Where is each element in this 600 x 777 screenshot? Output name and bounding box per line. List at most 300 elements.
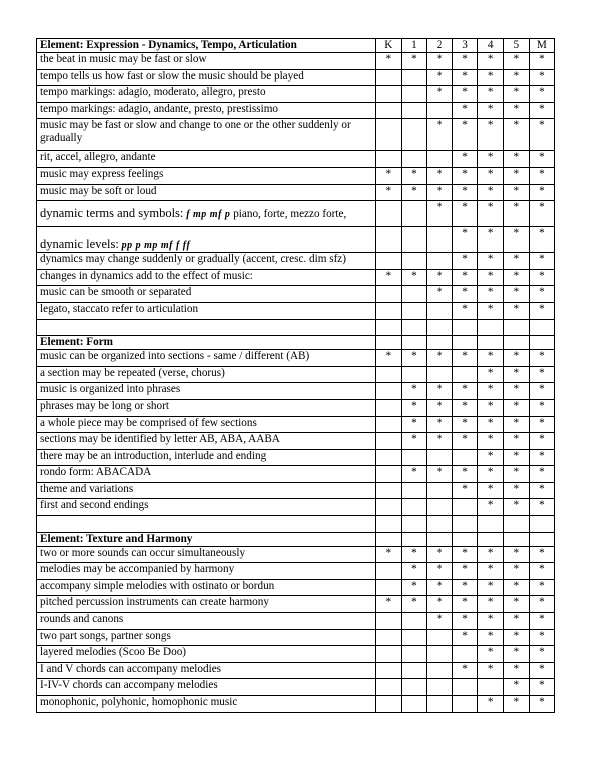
section-heading-row	[37, 532, 555, 546]
grade-mark	[376, 662, 402, 679]
grade-mark	[376, 416, 402, 433]
grade-mark	[503, 336, 529, 350]
grade-mark	[478, 336, 504, 350]
grade-header: 2	[427, 39, 453, 53]
table-row	[37, 433, 555, 450]
grade-mark	[376, 563, 402, 580]
grade-mark: *	[478, 596, 504, 613]
grade-mark: *	[376, 184, 402, 201]
grade-header: 4	[478, 39, 504, 53]
grade-mark: *	[503, 579, 529, 596]
grade-mark	[452, 646, 478, 663]
grade-mark: *	[478, 53, 504, 70]
grade-mark: *	[452, 466, 478, 483]
grade-mark: *	[376, 167, 402, 184]
row-description: melodies may be accompanied by harmony	[37, 563, 376, 580]
grade-mark: *	[478, 416, 504, 433]
grade-mark	[376, 466, 402, 483]
grade-mark: *	[503, 563, 529, 580]
grade-mark	[427, 482, 453, 499]
grade-mark: *	[503, 646, 529, 663]
table-row	[37, 563, 555, 580]
grade-mark: *	[452, 69, 478, 86]
grade-mark: *	[376, 269, 402, 286]
grade-mark: *	[503, 151, 529, 168]
table-row	[37, 516, 555, 533]
row-description: two part songs, partner songs	[37, 629, 376, 646]
row-description: music can be smooth or separated	[37, 286, 376, 303]
grade-mark: *	[478, 184, 504, 201]
dynamic-symbols: pp p mp mf f ff	[121, 240, 191, 252]
grade-mark: *	[401, 596, 427, 613]
grade-mark: *	[529, 662, 555, 679]
grade-mark: *	[427, 184, 453, 201]
grade-mark: *	[427, 433, 453, 450]
row-description	[37, 516, 376, 533]
row-description: the beat in music may be fast or slow	[37, 53, 376, 70]
row-description: I and V chords can accompany melodies	[37, 662, 376, 679]
grade-mark: *	[529, 69, 555, 86]
grade-mark: *	[529, 629, 555, 646]
grade-mark: *	[452, 383, 478, 400]
table-row	[37, 227, 555, 253]
grade-mark: *	[452, 201, 478, 227]
table-row	[37, 253, 555, 270]
table-row	[37, 466, 555, 483]
row-description: first and second endings	[37, 499, 376, 516]
grade-mark	[401, 662, 427, 679]
grade-mark: *	[427, 269, 453, 286]
grade-mark: *	[427, 286, 453, 303]
table-row	[37, 416, 555, 433]
grade-mark	[427, 336, 453, 350]
grade-mark	[401, 151, 427, 168]
grade-mark: *	[529, 596, 555, 613]
row-description: phrases may be long or short	[37, 399, 376, 416]
table-row	[37, 151, 555, 168]
table-row	[37, 102, 555, 119]
grade-mark	[427, 366, 453, 383]
table-row	[37, 86, 555, 103]
row-description: music can be organized into sections - same / different (AB)	[37, 350, 376, 367]
grade-mark	[427, 449, 453, 466]
grade-mark	[376, 516, 402, 533]
grade-mark: *	[478, 433, 504, 450]
table-row	[37, 399, 555, 416]
grade-mark: *	[503, 416, 529, 433]
row-description: layered melodies (Scoo Be Doo)	[37, 646, 376, 663]
grade-mark: *	[401, 184, 427, 201]
grade-header: K	[376, 39, 402, 53]
grade-mark	[376, 319, 402, 336]
grade-mark: *	[529, 151, 555, 168]
grade-mark: *	[529, 119, 555, 151]
section-heading: Element: Texture and Harmony	[37, 532, 376, 546]
row-description: tempo tells us how fast or slow the music should be played	[37, 69, 376, 86]
table-row	[37, 613, 555, 630]
grade-mark: *	[529, 53, 555, 70]
grade-mark	[401, 336, 427, 350]
section-heading: Element: Form	[37, 336, 376, 350]
grade-mark: *	[427, 416, 453, 433]
grade-mark	[401, 499, 427, 516]
curriculum-table-body	[37, 39, 555, 713]
grade-mark: *	[452, 482, 478, 499]
grade-mark	[376, 532, 402, 546]
grade-mark: *	[503, 546, 529, 563]
grade-mark: *	[452, 613, 478, 630]
grade-mark	[401, 532, 427, 546]
grade-mark: *	[478, 546, 504, 563]
grade-mark: *	[529, 350, 555, 367]
grade-mark: *	[427, 119, 453, 151]
grade-mark: *	[529, 286, 555, 303]
grade-mark	[452, 366, 478, 383]
grade-mark: *	[478, 499, 504, 516]
grade-mark	[401, 69, 427, 86]
grade-mark	[427, 499, 453, 516]
grade-mark: *	[529, 366, 555, 383]
grade-mark: *	[478, 302, 504, 319]
row-description: tempo markings: adagio, moderato, allegro, presto	[37, 86, 376, 103]
grade-mark: *	[529, 466, 555, 483]
grade-mark: *	[401, 350, 427, 367]
grade-mark: *	[503, 167, 529, 184]
grade-mark: *	[427, 53, 453, 70]
grade-mark: *	[503, 433, 529, 450]
grade-mark: *	[452, 433, 478, 450]
grade-mark	[401, 646, 427, 663]
grade-mark	[376, 366, 402, 383]
grade-mark: *	[503, 499, 529, 516]
grade-mark: *	[529, 227, 555, 253]
grade-mark: *	[478, 662, 504, 679]
grade-mark	[376, 336, 402, 350]
grade-mark	[478, 679, 504, 696]
grade-mark: *	[452, 227, 478, 253]
row-description: a whole piece may be comprised of few sections	[37, 416, 376, 433]
row-description-label: dynamic levels:	[40, 237, 119, 252]
grade-mark: *	[452, 629, 478, 646]
grade-mark	[376, 629, 402, 646]
grade-mark	[401, 679, 427, 696]
section-heading-row	[37, 336, 555, 350]
grade-mark: *	[478, 227, 504, 253]
grade-mark: *	[529, 302, 555, 319]
grade-mark: *	[478, 102, 504, 119]
grade-mark: *	[503, 350, 529, 367]
grade-mark	[376, 201, 402, 227]
grade-mark	[427, 532, 453, 546]
grade-mark	[401, 119, 427, 151]
grade-mark	[376, 613, 402, 630]
row-description-suffix: piano, forte, mezzo forte,	[230, 207, 347, 220]
grade-mark	[529, 336, 555, 350]
grade-mark: *	[452, 546, 478, 563]
grade-mark: *	[478, 466, 504, 483]
grade-mark	[401, 613, 427, 630]
grade-mark	[427, 227, 453, 253]
grade-mark	[452, 532, 478, 546]
grade-mark	[401, 102, 427, 119]
row-description: accompany simple melodies with ostinato or bordun	[37, 579, 376, 596]
row-description: legato, staccato refer to articulation	[37, 302, 376, 319]
grade-mark	[376, 119, 402, 151]
grade-mark: *	[427, 563, 453, 580]
grade-mark: *	[452, 167, 478, 184]
grade-mark	[427, 516, 453, 533]
grade-header: 3	[452, 39, 478, 53]
grade-mark	[478, 516, 504, 533]
grade-mark: *	[452, 416, 478, 433]
grade-mark: *	[503, 253, 529, 270]
grade-mark: *	[376, 546, 402, 563]
table-row	[37, 662, 555, 679]
grade-mark	[376, 253, 402, 270]
row-description	[37, 201, 376, 227]
grade-mark: *	[503, 466, 529, 483]
grade-mark	[401, 227, 427, 253]
grade-mark	[401, 302, 427, 319]
row-description	[37, 227, 376, 253]
grade-mark: *	[452, 596, 478, 613]
grade-mark: *	[478, 201, 504, 227]
grade-mark	[427, 696, 453, 713]
row-description	[37, 319, 376, 336]
grade-mark: *	[478, 482, 504, 499]
table-row	[37, 350, 555, 367]
grade-mark: *	[427, 201, 453, 227]
grade-mark: *	[503, 269, 529, 286]
table-row	[37, 646, 555, 663]
grade-mark: *	[529, 433, 555, 450]
grade-mark	[427, 102, 453, 119]
grade-mark: *	[478, 579, 504, 596]
grade-mark: *	[452, 662, 478, 679]
grade-mark	[401, 696, 427, 713]
grade-mark: *	[529, 416, 555, 433]
table-row	[37, 546, 555, 563]
grade-mark: *	[503, 679, 529, 696]
grade-mark	[452, 696, 478, 713]
table-row	[37, 302, 555, 319]
grade-header: 5	[503, 39, 529, 53]
grade-mark: *	[452, 119, 478, 151]
grade-mark	[376, 679, 402, 696]
table-row	[37, 679, 555, 696]
grade-mark: *	[529, 86, 555, 103]
table-row	[37, 579, 555, 596]
table-row	[37, 167, 555, 184]
grade-mark: *	[478, 167, 504, 184]
grade-mark	[478, 532, 504, 546]
grade-mark	[529, 319, 555, 336]
grade-mark: *	[478, 449, 504, 466]
grade-mark: *	[401, 399, 427, 416]
table-row	[37, 696, 555, 713]
row-description: music is organized into phrases	[37, 383, 376, 400]
grade-mark: *	[452, 399, 478, 416]
grade-mark	[503, 532, 529, 546]
table-row	[37, 482, 555, 499]
grade-mark	[376, 302, 402, 319]
grade-mark: *	[478, 383, 504, 400]
grade-mark: *	[503, 286, 529, 303]
grade-mark	[401, 201, 427, 227]
grade-mark	[427, 646, 453, 663]
grade-mark: *	[478, 350, 504, 367]
table-row	[37, 269, 555, 286]
grade-mark: *	[503, 184, 529, 201]
row-description: music may be soft or loud	[37, 184, 376, 201]
grade-mark: *	[503, 613, 529, 630]
grade-mark: *	[452, 184, 478, 201]
grade-mark	[401, 366, 427, 383]
grade-mark: *	[503, 696, 529, 713]
row-description-label: dynamic terms and symbols:	[40, 205, 184, 220]
row-description: there may be an introduction, interlude and ending	[37, 449, 376, 466]
grade-mark	[376, 227, 402, 253]
grade-mark: *	[401, 167, 427, 184]
grade-mark: *	[503, 86, 529, 103]
grade-mark: *	[529, 399, 555, 416]
grade-mark: *	[529, 449, 555, 466]
grade-mark: *	[452, 302, 478, 319]
grade-mark: *	[401, 433, 427, 450]
grade-header: M	[529, 39, 555, 53]
row-description: theme and variations	[37, 482, 376, 499]
grade-mark	[427, 679, 453, 696]
grade-mark: *	[478, 366, 504, 383]
table-row	[37, 69, 555, 86]
grade-mark: *	[376, 53, 402, 70]
grade-mark: *	[427, 466, 453, 483]
table-row	[37, 596, 555, 613]
grade-mark: *	[503, 482, 529, 499]
grade-mark	[401, 86, 427, 103]
grade-mark: *	[478, 253, 504, 270]
table-row	[37, 184, 555, 201]
grade-mark: *	[529, 696, 555, 713]
grade-mark	[452, 679, 478, 696]
grade-mark	[529, 532, 555, 546]
grade-mark: *	[478, 646, 504, 663]
grade-mark: *	[503, 302, 529, 319]
grade-mark: *	[478, 286, 504, 303]
grade-mark	[376, 482, 402, 499]
table-row	[37, 383, 555, 400]
grade-mark: *	[427, 613, 453, 630]
grade-mark: *	[503, 449, 529, 466]
grade-mark	[376, 151, 402, 168]
grade-mark: *	[529, 613, 555, 630]
grade-mark: *	[503, 399, 529, 416]
grade-mark	[376, 499, 402, 516]
grade-mark: *	[503, 383, 529, 400]
grade-mark	[452, 499, 478, 516]
grade-mark: *	[529, 679, 555, 696]
grade-mark: *	[503, 53, 529, 70]
row-description: monophonic, polyhonic, homophonic music	[37, 696, 376, 713]
row-description: dynamics may change suddenly or gradually (accent, cresc. dim sfz)	[37, 253, 376, 270]
row-description: music may be fast or slow and change to one or the other suddenly or gradually	[37, 119, 376, 151]
grade-mark: *	[427, 167, 453, 184]
grade-mark: *	[478, 269, 504, 286]
grade-mark	[452, 336, 478, 350]
grade-mark	[376, 579, 402, 596]
grade-mark: *	[401, 416, 427, 433]
grade-mark	[427, 629, 453, 646]
grade-mark	[401, 629, 427, 646]
row-description: sections may be identified by letter AB, ABA, AABA	[37, 433, 376, 450]
grade-mark: *	[478, 399, 504, 416]
row-description: music may express feelings	[37, 167, 376, 184]
grade-mark	[452, 319, 478, 336]
table-row	[37, 119, 555, 151]
grade-mark	[376, 286, 402, 303]
grade-mark: *	[529, 253, 555, 270]
table-row	[37, 319, 555, 336]
grade-mark	[376, 86, 402, 103]
grade-mark	[478, 319, 504, 336]
grade-mark	[452, 516, 478, 533]
grade-mark: *	[427, 399, 453, 416]
grade-mark: *	[427, 383, 453, 400]
row-description: a section may be repeated (verse, chorus)	[37, 366, 376, 383]
grade-mark: *	[452, 269, 478, 286]
grade-mark: *	[452, 86, 478, 103]
grade-mark: *	[529, 383, 555, 400]
grade-mark	[503, 516, 529, 533]
grade-mark: *	[427, 350, 453, 367]
grade-mark: *	[529, 482, 555, 499]
table-row	[37, 286, 555, 303]
grade-mark	[376, 449, 402, 466]
grade-mark	[376, 383, 402, 400]
grade-mark	[503, 319, 529, 336]
section-heading-row	[37, 39, 555, 53]
row-description: rounds and canons	[37, 613, 376, 630]
grade-mark	[427, 662, 453, 679]
grade-mark: *	[529, 184, 555, 201]
grade-mark	[401, 286, 427, 303]
grade-mark	[401, 516, 427, 533]
table-row	[37, 366, 555, 383]
grade-mark: *	[452, 53, 478, 70]
grade-mark: *	[401, 466, 427, 483]
grade-mark: *	[529, 102, 555, 119]
row-description: rondo form: ABACADA	[37, 466, 376, 483]
grade-mark: *	[503, 596, 529, 613]
grade-mark: *	[503, 227, 529, 253]
grade-mark: *	[503, 662, 529, 679]
grade-mark	[427, 253, 453, 270]
grade-mark: *	[529, 646, 555, 663]
curriculum-table	[36, 38, 555, 713]
grade-mark: *	[503, 201, 529, 227]
grade-mark: *	[478, 629, 504, 646]
row-description: rit, accel, allegro, andante	[37, 151, 376, 168]
grade-mark: *	[503, 102, 529, 119]
grade-mark	[376, 399, 402, 416]
grade-mark: *	[503, 366, 529, 383]
grade-mark: *	[529, 546, 555, 563]
grade-mark: *	[401, 546, 427, 563]
grade-mark: *	[452, 286, 478, 303]
grade-mark: *	[478, 696, 504, 713]
grade-mark	[452, 449, 478, 466]
grade-mark	[401, 482, 427, 499]
